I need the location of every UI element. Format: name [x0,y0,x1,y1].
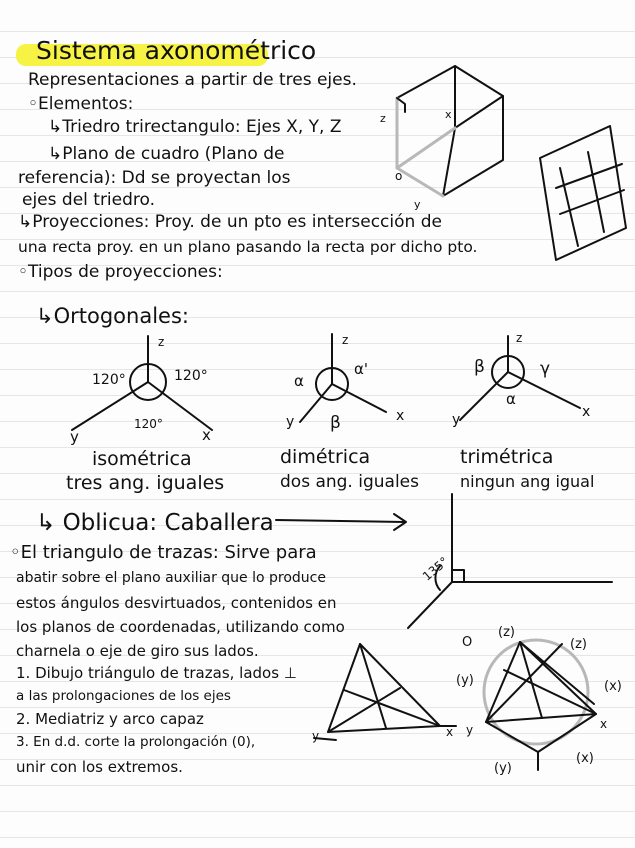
page-title: Sistema axonométrico [36,36,317,65]
trace-y-label: y [312,729,320,743]
caballera-angle: 135° [419,554,452,584]
cube-y-label: y [414,198,421,211]
di-alpha: α [294,372,304,390]
cube-sketch [380,66,503,211]
note-line-10: ↳Ortogonales: [36,304,189,328]
tri-desc: ningun ang igual [460,472,595,491]
di-x-label: x [396,408,405,424]
di-y-label: y [286,414,295,430]
dimetric-diagram [286,333,404,433]
rebated-x-axis: x [600,717,608,731]
note-line-5: referencia): Dd se proyectan los [18,168,291,188]
rebated-x1: (x) [604,679,622,694]
rebated-triangle-diagram [456,625,622,776]
iso-angle-2: 120° [174,368,208,384]
note-line-12: ◦El triangulo de trazas: Sirve para [10,542,317,563]
cube-origin-label: o [395,169,403,183]
note-line-17: 1. Dibujo triángulo de trazas, lados ⊥ [16,664,297,682]
tri-alpha: α [506,390,516,408]
note-line-16: charnela o eje de giro sus lados. [16,642,259,660]
rebated-y-axis: y [466,723,474,737]
trimetric-diagram [452,331,590,428]
di-alpha-prime: α' [354,360,369,378]
note-line-13: abatir sobre el plano auxiliar que lo produce [16,570,326,586]
note-line-8: una recta proy. en un plano pasando la recta por dicho pto. [18,238,478,256]
di-beta: β [330,413,341,433]
iso-x-label: x [202,426,211,444]
iso-angle-1: 120° [92,372,126,388]
cube-z-label: z [380,112,386,125]
caballera-diagram [408,494,612,628]
iso-name: isométrica [92,448,192,470]
rebated-z2: (z) [570,637,587,652]
caballera-arrow [276,514,406,530]
note-line-18: a las prolongaciones de los ejes [16,688,231,704]
iso-desc: tres ang. iguales [66,472,225,494]
note-line-2: ◦Elementos: [28,94,134,114]
note-line-7: ↳Proyecciones: Proy. de un pto es intersección de [18,212,442,232]
note-line-4: ↳Plano de cuadro (Plano de [48,144,285,164]
note-line-11: ↳ Oblicua: Caballera [36,510,274,536]
note-line-20: 3. En d.d. corte la prolongación (0), [16,734,256,750]
note-line-21: unir con los extremos. [16,758,183,776]
iso-angle-3: 120° [134,417,163,431]
note-line-3: ↳Triedro trirectangulo: Ejes X, Y, Z [48,117,342,137]
note-line-1: Representaciones a partir de tres ejes. [28,70,357,90]
rebated-x2: (x) [576,751,594,766]
note-line-6: ejes del triedro. [22,190,156,210]
note-line-14: estos ángulos desvirtuados, contenidos en [16,594,337,612]
iso-z-label: z [158,335,165,349]
trace-x-label: x [446,725,454,739]
di-z-label: z [342,333,349,347]
tri-z-label: z [516,331,523,345]
iso-y-label: y [70,428,79,446]
plane-sketch [540,126,626,260]
tri-name: trimétrica [460,446,554,468]
trace-triangle-diagram [312,644,456,743]
isometric-diagram [70,335,212,446]
cube-x-label: x [445,108,452,121]
tri-gamma: γ [540,359,551,379]
tri-y-label: y [452,412,461,428]
note-line-15: los planos de coordenadas, utilizando como [16,618,345,636]
rebated-y2: (y) [494,761,512,776]
di-name: dimétrica [280,446,371,468]
note-line-9: ◦Tipos de proyecciones: [18,262,223,282]
di-desc: dos ang. iguales [280,472,419,492]
rebated-origin-label: O [462,635,473,650]
rebated-y1: (y) [456,673,474,688]
rebated-z1: (z) [498,625,515,640]
note-line-19: 2. Mediatriz y arco capaz [16,710,204,728]
tri-x-label: x [582,404,591,420]
tri-beta: β [474,357,485,377]
